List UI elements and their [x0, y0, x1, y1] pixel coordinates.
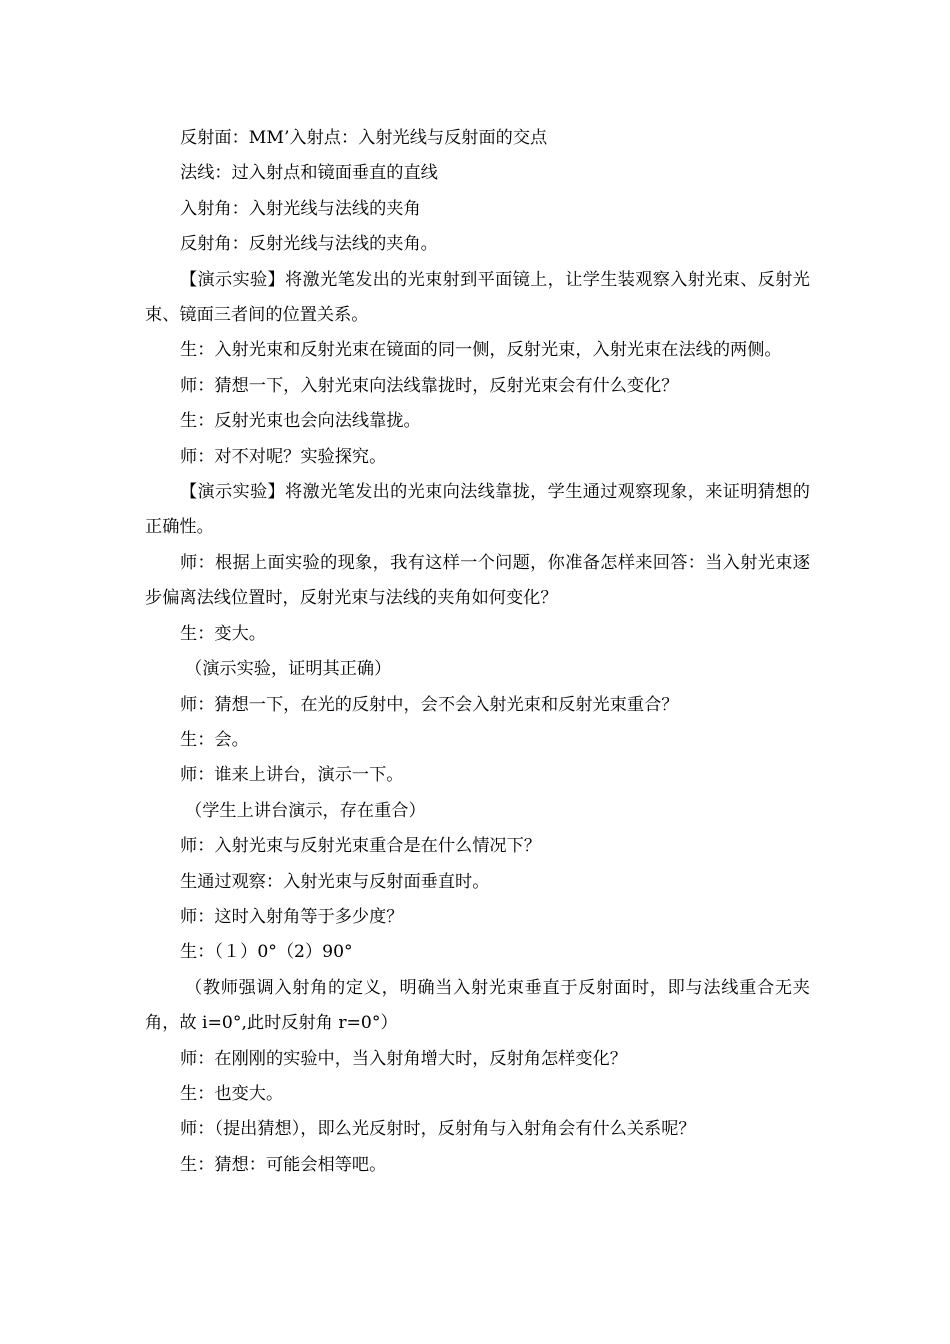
- paragraph-reflection-angle: 反射角：反射光线与法线的夹角。: [180, 234, 438, 255]
- paragraph-student-answer-4: 生：会。: [180, 729, 249, 750]
- paragraph-student-answer-2: 生：反射光束也会向法线靠拢。: [180, 411, 421, 432]
- paragraph-demo-experiment-1: 【演示实验】将激光笔发出的光束射到平面镜上，让学生装观察入射光束、反射光束、镜面三者间的位置关系。: [145, 269, 810, 326]
- paragraph-teacher-question-6: 师：入射光束与反射光束重合是在什么情况下？: [180, 836, 541, 857]
- document-body: [145, 121, 810, 1183]
- paragraph-student-answer-3: 生：变大。: [180, 623, 266, 644]
- paragraph-normal-line: 法线：过入射点和镜面垂直的直线: [180, 163, 438, 184]
- paragraph-student-answer-8: 生：猜想：可能会相等吧。: [180, 1154, 387, 1175]
- paragraph-demo-experiment-2: 【演示实验】将激光笔发出的光束向法线靠拢，学生通过观察现象，来证明猜想的正确性。: [145, 482, 810, 538]
- paragraph-teacher-question-1: 师：猜想一下，入射光束向法线靠拢时，反射光束会有什么变化？: [180, 375, 679, 396]
- paragraph-teacher-question-5: 师：谁来上讲台，演示一下。: [180, 765, 404, 786]
- paragraph-teacher-question-9: 师：（提出猜想），即么光反射时，反射角与入射角会有什么关系呢？: [180, 1119, 696, 1140]
- paragraph-teacher-emphasis: （教师强调入射角的定义，明确当入射光束垂直于反射面时，即与法线重合无夹角，故 i=0°,此时反射角 r=0°）: [145, 977, 810, 1034]
- paragraph-teacher-question-4: 师：猜想一下，在光的反射中，会不会入射光束和反射光束重合？: [180, 694, 679, 715]
- paragraph-student-answer-1: 生：入射光束和反射光束在镜面的同一侧，反射光束，入射光束在法线的两侧。: [180, 340, 782, 361]
- paragraph-student-answer-7: 生：也变大。: [180, 1083, 284, 1104]
- paragraph-incidence-angle: 入射角：入射光线与法线的夹角: [180, 198, 421, 219]
- paragraph-teacher-question-8: 师：在刚刚的实验中，当入射角增大时，反射角怎样变化？: [180, 1048, 627, 1069]
- paragraph-student-answer-5: 生通过观察：入射光束与反射面垂直时。: [180, 871, 490, 892]
- paragraph-demo-note-1: （演示实验，证明其正确）: [185, 659, 392, 680]
- paragraph-reflecting-surface: 反射面：MM’入射点：入射光线与反射面的交点: [180, 128, 548, 148]
- paragraph-teacher-question-3: 师：根据上面实验的现象，我有这样一个问题，你准备怎样来回答：当入射光束逐步偏离法线位置时，反射光束与法线的夹角如何变化？: [145, 552, 810, 609]
- paragraph-student-answer-6: 生：（１）0°（2）90°: [180, 942, 353, 963]
- paragraph-demo-note-2: （学生上讲台演示，存在重合）: [185, 800, 426, 821]
- paragraph-teacher-question-2: 师：对不对呢？实验探究。: [180, 446, 387, 467]
- paragraph-teacher-question-7: 师：这时入射角等于多少度？: [180, 906, 404, 927]
